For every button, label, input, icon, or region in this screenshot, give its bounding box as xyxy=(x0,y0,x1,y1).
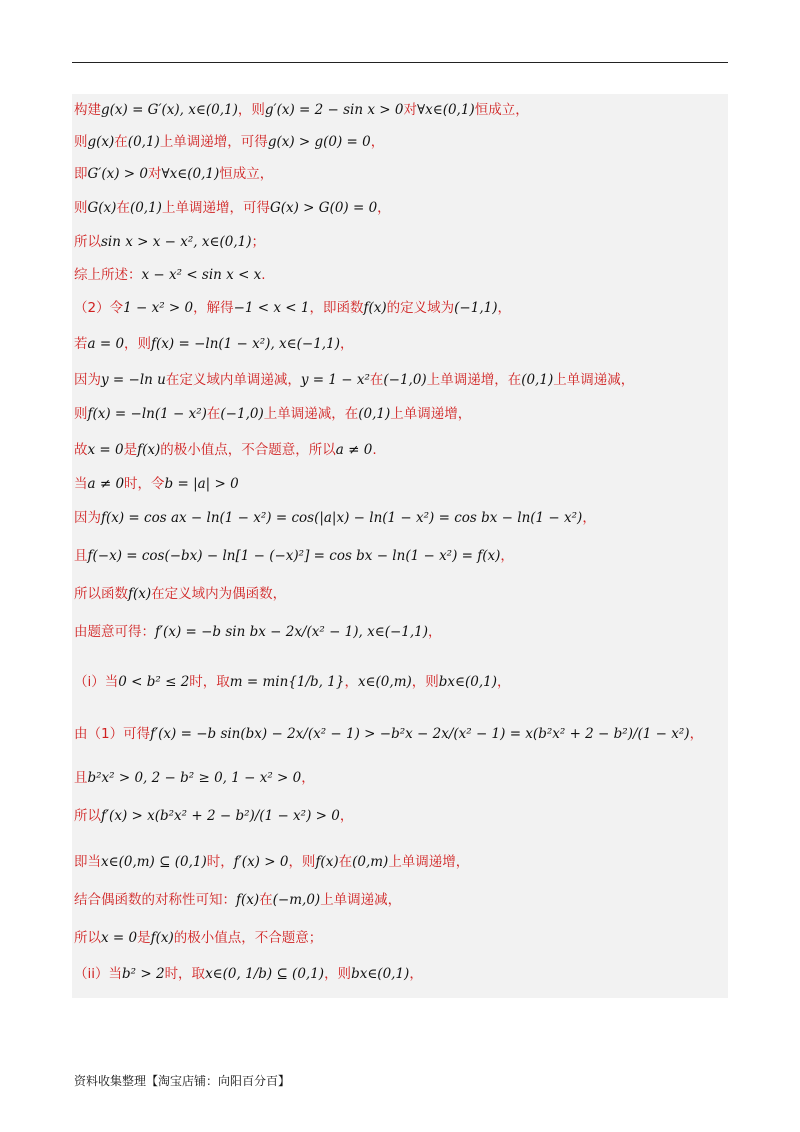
solution-line xyxy=(74,852,738,872)
text-segment: 在定义域内为偶函数， xyxy=(151,586,287,602)
math-expression: 1 − x² > 0 xyxy=(123,300,194,316)
math-expression: (0,m) xyxy=(352,854,389,870)
solution-line xyxy=(74,724,738,744)
math-expression: G′(x) > 0 xyxy=(87,166,148,182)
solution-line xyxy=(74,298,738,318)
text-segment: 的定义域为 xyxy=(386,300,455,316)
math-expression: ∀x∈(0,1) xyxy=(161,166,220,182)
solution-line xyxy=(74,806,738,826)
math-expression: a ≠ 0 xyxy=(87,476,125,492)
text-segment: 且 xyxy=(74,548,88,564)
math-expression: g(x) > g(0) = 0 xyxy=(267,134,371,150)
math-expression: x = 0 xyxy=(87,442,124,458)
text-segment: 上单调递增， xyxy=(390,406,472,422)
text-segment: 在定义域内单调递减， xyxy=(165,372,301,388)
text-segment: 上单调递增，可得 xyxy=(159,134,268,150)
math-expression: f(x) xyxy=(236,892,260,908)
text-segment: 由（1）可得 xyxy=(74,726,151,742)
solution-line xyxy=(74,164,738,184)
math-expression: x∈(0,m) xyxy=(357,674,412,690)
math-expression: y = −ln u xyxy=(101,372,166,388)
math-expression: b² > 2 xyxy=(122,966,165,982)
solution-line xyxy=(74,768,738,788)
text-segment: ， xyxy=(370,134,385,150)
text-segment: 所以 xyxy=(74,234,101,250)
math-expression: (−m,0) xyxy=(272,892,321,908)
math-expression: g(x) xyxy=(87,134,115,150)
solution-line xyxy=(74,890,738,910)
math-expression: f′(x) > x(b²x² + 2 − b²)/(1 − x²) > 0 xyxy=(101,808,340,824)
text-segment: 上单调递增，可得 xyxy=(161,200,270,216)
text-segment: 所以 xyxy=(74,808,101,824)
solution-line xyxy=(74,672,738,692)
text-segment: 故 xyxy=(74,442,88,458)
text-segment: 即 xyxy=(74,166,88,182)
math-expression: a ≠ 0 xyxy=(335,442,373,458)
text-segment: 上单调递减， xyxy=(320,892,402,908)
text-segment: （ii）当 xyxy=(74,966,123,982)
text-segment: ， xyxy=(428,624,442,640)
math-expression: x = 0 xyxy=(101,930,138,946)
math-expression: G(x) xyxy=(87,200,117,216)
text-segment: ， xyxy=(689,726,704,742)
text-segment: ， xyxy=(500,548,514,564)
solution-line xyxy=(74,508,738,528)
solution-line xyxy=(74,928,738,948)
text-segment: 在 xyxy=(259,892,273,908)
solution-line xyxy=(74,546,738,566)
text-segment: 即当 xyxy=(74,854,101,870)
math-expression: sin x > x − x², x∈(0,1) xyxy=(101,234,252,250)
text-segment: 所以 xyxy=(74,930,101,946)
text-segment: ， xyxy=(377,200,391,216)
math-expression: G(x) > G(0) = 0 xyxy=(269,200,378,216)
text-segment: . xyxy=(261,267,266,283)
text-segment: 则 xyxy=(74,406,88,422)
text-segment: （i）当 xyxy=(74,674,119,690)
text-segment: ， xyxy=(497,300,511,316)
text-segment: ， xyxy=(582,510,596,526)
math-expression: f′(x) = −b sin bx − 2x/(x² − 1), x∈(−1,1) xyxy=(155,624,429,640)
solution-line xyxy=(74,265,738,285)
text-segment: ， xyxy=(339,336,354,352)
text-segment: 综上所述： xyxy=(74,267,142,283)
text-segment: ，即函数 xyxy=(309,300,364,316)
text-segment: 的极小值点，不合题意； xyxy=(173,930,323,946)
text-segment: 恒成立， xyxy=(219,166,274,182)
text-segment: 由题意可得： xyxy=(74,624,155,640)
math-expression: f(x) xyxy=(128,586,152,602)
solution-line xyxy=(74,198,738,218)
solution-line xyxy=(74,964,738,984)
math-expression: bx∈(0,1) xyxy=(438,674,498,690)
text-segment: 构建 xyxy=(74,102,101,118)
text-segment: 的极小值点，不合题意，所以 xyxy=(160,442,336,458)
math-expression: (−1,0) xyxy=(220,406,264,422)
text-segment: 若 xyxy=(74,336,88,352)
text-segment: ， xyxy=(344,674,358,690)
text-segment: 上单调递增， xyxy=(388,854,470,870)
math-expression: f(x) xyxy=(137,442,161,458)
math-expression: y = 1 − x² xyxy=(300,372,370,388)
solution-line xyxy=(74,334,738,354)
math-expression: f′(x) = −b sin(bx) − 2x/(x² − 1) > −b²x − 2x/(x² − 1) = x(b²x² + 2 − b²)/(1 − x²) xyxy=(150,726,690,742)
text-segment: 时，取 xyxy=(164,966,206,982)
math-expression: f′(x) > 0 xyxy=(233,854,289,870)
text-segment: 上单调递减，在 xyxy=(263,406,359,422)
text-segment: 恒成立， xyxy=(474,102,529,118)
math-expression: f(x) xyxy=(315,854,339,870)
text-segment: ，解得 xyxy=(193,300,234,316)
text-segment: ， xyxy=(301,770,315,786)
solution-line xyxy=(74,232,738,252)
math-expression: f(x) = cos ax − ln(1 − x²) = cos(|a|x) − ln(1 − x²) = cos bx − ln(1 − x²) xyxy=(101,510,583,526)
text-segment: 对 xyxy=(147,166,162,182)
text-segment: 上单调递增，在 xyxy=(426,372,522,388)
text-segment: ，则 xyxy=(324,966,352,982)
solution-line xyxy=(74,622,738,642)
header-rule xyxy=(72,62,728,63)
text-segment: 时，取 xyxy=(189,674,230,690)
text-segment: 则 xyxy=(74,200,88,216)
math-expression: (0,1) xyxy=(127,134,160,150)
solution-line xyxy=(74,404,738,424)
text-segment: ， xyxy=(497,674,511,690)
solution-line xyxy=(74,370,738,390)
math-expression: (0,1) xyxy=(521,372,554,388)
text-segment: . xyxy=(372,442,377,458)
text-segment: 当 xyxy=(74,476,88,492)
text-segment: 结合偶函数的对称性可知： xyxy=(74,892,236,908)
text-segment: 因为 xyxy=(74,510,101,526)
math-expression: f(x) = −ln(1 − x²), x∈(−1,1) xyxy=(151,336,340,352)
text-segment: ， xyxy=(409,966,423,982)
math-expression: b²x² > 0, 2 − b² ≥ 0, 1 − x² > 0 xyxy=(87,770,302,786)
text-segment: 时，令 xyxy=(124,476,165,492)
text-segment: 则 xyxy=(74,134,88,150)
text-segment: 所以函数 xyxy=(74,586,128,602)
text-segment: 是 xyxy=(123,442,138,458)
footer-text: 资料收集整理【淘宝店铺：向阳百分百】 xyxy=(74,1074,291,1088)
text-segment: 因为 xyxy=(74,372,101,388)
text-segment: 且 xyxy=(74,770,88,786)
text-segment: 是 xyxy=(137,930,151,946)
math-expression: g(x) = G′(x), x∈(0,1) xyxy=(101,102,238,118)
text-segment: 在 xyxy=(114,134,128,150)
math-expression: f(x) xyxy=(150,930,174,946)
text-segment: 在 xyxy=(206,406,221,422)
text-segment: ； xyxy=(251,234,265,250)
solution-line xyxy=(74,474,738,494)
text-segment: 在 xyxy=(338,854,353,870)
text-segment: ，则 xyxy=(288,854,316,870)
math-expression: x∈(0, 1/b) ⊆ (0,1) xyxy=(205,966,325,982)
math-expression: m = min{1/b, 1} xyxy=(229,674,345,690)
math-expression: bx∈(0,1) xyxy=(351,966,410,982)
math-expression: (0,1) xyxy=(129,200,162,216)
math-expression: −1 < x < 1 xyxy=(233,300,310,316)
math-expression: x − x² < sin x < x xyxy=(141,267,262,283)
math-expression: f(x) xyxy=(363,300,387,316)
text-segment: 在 xyxy=(369,372,384,388)
solution-line xyxy=(74,132,738,152)
text-segment: ，则 xyxy=(124,336,152,352)
math-expression: 0 < b² ≤ 2 xyxy=(118,674,190,690)
math-expression: f(x) = −ln(1 − x²) xyxy=(87,406,207,422)
math-expression: a = 0 xyxy=(87,336,125,352)
math-expression: ∀x∈(0,1) xyxy=(416,102,475,118)
math-expression: f(−x) = cos(−bx) − ln[1 − (−x)²] = cos bx − ln(1 − x²) = f(x) xyxy=(87,548,501,564)
text-segment: 在 xyxy=(116,200,130,216)
text-segment: ，则 xyxy=(411,674,439,690)
math-expression: b = |a| > 0 xyxy=(164,476,239,492)
math-expression: x∈(0,m) ⊆ (0,1) xyxy=(101,854,207,870)
math-expression: (0,1) xyxy=(358,406,391,422)
solution-line xyxy=(74,584,738,604)
math-expression: (−1,1) xyxy=(454,300,498,316)
solution-line xyxy=(74,100,738,120)
text-segment: （2）令 xyxy=(74,300,124,316)
solution-line xyxy=(74,440,738,460)
math-expression: g′(x) = 2 − sin x > 0 xyxy=(264,102,404,118)
text-segment: 时， xyxy=(206,854,234,870)
text-segment: 上单调递减， xyxy=(553,372,635,388)
text-segment: ，则 xyxy=(237,102,265,118)
text-segment: ， xyxy=(339,808,354,824)
math-expression: (−1,0) xyxy=(383,372,427,388)
text-segment: 对 xyxy=(403,102,417,118)
